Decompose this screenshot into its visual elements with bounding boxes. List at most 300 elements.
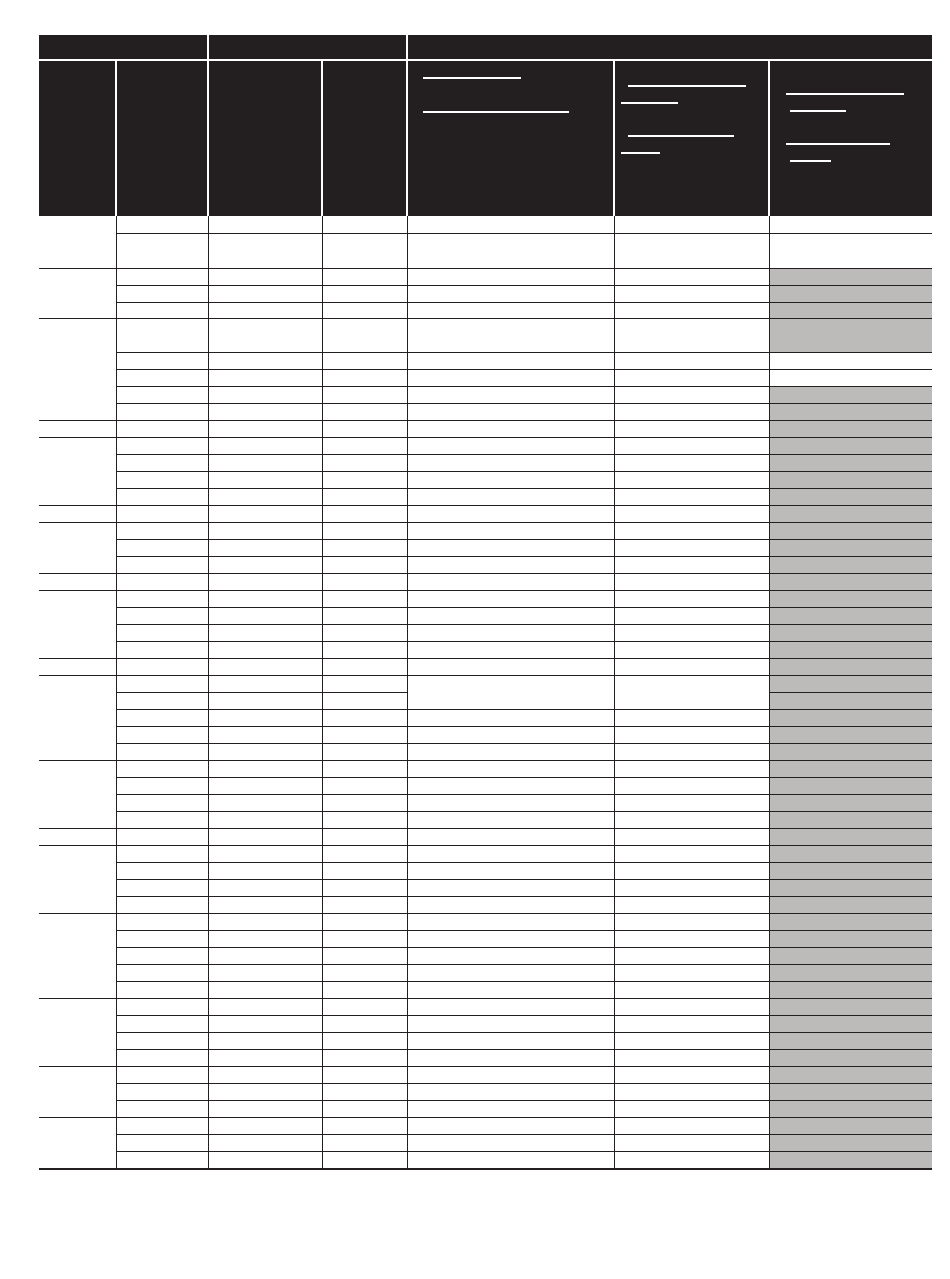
table-cell <box>772 1102 929 1115</box>
table-cell <box>410 507 611 520</box>
table-cell <box>410 609 611 622</box>
header-column-label <box>212 63 318 77</box>
table-cell <box>617 864 766 877</box>
table-cell <box>119 932 205 945</box>
table-cell <box>772 677 929 690</box>
header-column-label <box>120 63 204 77</box>
table-cell <box>410 983 611 996</box>
table-cell <box>325 694 404 707</box>
group-rule <box>39 658 116 659</box>
table-cell <box>211 575 319 588</box>
table-cell <box>617 677 766 690</box>
table-cell <box>119 592 205 605</box>
table-cell <box>211 813 319 826</box>
table-cell <box>119 609 205 622</box>
table-cell <box>211 1119 319 1132</box>
table-cell <box>119 558 205 571</box>
table-cell <box>325 609 404 622</box>
header-column-label <box>43 63 112 77</box>
table-cell <box>119 218 205 231</box>
row-rule <box>116 318 932 319</box>
table-cell <box>119 626 205 639</box>
table-cell <box>211 592 319 605</box>
table-cell <box>211 490 319 503</box>
table-cell <box>410 422 611 435</box>
table-cell <box>119 1153 205 1166</box>
row-rule <box>116 369 932 370</box>
header-label-underline <box>786 143 890 145</box>
table-cell <box>211 677 319 690</box>
table-cell <box>410 847 611 860</box>
table-cell <box>410 660 611 673</box>
table-cell <box>119 473 205 486</box>
table-cell <box>119 949 205 962</box>
table-cell <box>119 643 205 656</box>
table-cell <box>772 660 929 673</box>
table-cell <box>617 592 766 605</box>
table-cell <box>617 235 766 266</box>
table-cell <box>211 1153 319 1166</box>
table-cell <box>410 932 611 945</box>
header-label-underline <box>621 102 678 104</box>
table-cell <box>772 1136 929 1149</box>
table-cell <box>772 218 929 231</box>
table-cell <box>772 932 929 945</box>
table-cell <box>325 524 404 537</box>
header-column-label <box>326 63 403 77</box>
row-rule <box>116 828 932 829</box>
header-label-underline <box>790 160 831 162</box>
table-cell <box>325 235 404 266</box>
table-cell <box>211 1017 319 1030</box>
table-cell <box>772 796 929 809</box>
table-cell <box>617 287 766 300</box>
row-rule <box>116 1015 932 1016</box>
header-group-label <box>212 39 403 53</box>
table-cell <box>410 677 611 690</box>
table-cell <box>119 1034 205 1047</box>
row-rule <box>116 896 932 897</box>
table-cell <box>410 320 611 350</box>
table-cell <box>772 354 929 367</box>
group-rule <box>39 1117 116 1118</box>
table-cell <box>211 235 319 266</box>
table-cell <box>617 966 766 979</box>
table-cell <box>410 711 611 724</box>
table-cell <box>617 541 766 554</box>
table-cell <box>410 949 611 962</box>
table-cell <box>772 762 929 775</box>
table-cell <box>211 524 319 537</box>
table-cell <box>119 1051 205 1064</box>
table-cell <box>325 575 404 588</box>
table-cell <box>211 405 319 418</box>
table-cell <box>211 388 319 401</box>
row-rule <box>116 998 932 999</box>
table-cell <box>119 915 205 928</box>
table-cell <box>211 507 319 520</box>
group-rule <box>39 760 116 761</box>
row-rule <box>116 964 932 965</box>
table-cell <box>119 1000 205 1013</box>
table-cell <box>211 609 319 622</box>
table-cell <box>325 320 404 350</box>
table-cell <box>211 320 319 350</box>
row-rule <box>116 556 932 557</box>
row-rule <box>116 692 407 693</box>
group-rule <box>39 420 116 421</box>
table-cell <box>211 1051 319 1064</box>
table-cell <box>772 558 929 571</box>
table-cell <box>617 1017 766 1030</box>
table-cell <box>617 439 766 452</box>
row-rule <box>116 709 932 710</box>
group-rule <box>39 268 116 269</box>
row-rule <box>116 1100 932 1101</box>
row-rule <box>116 760 932 761</box>
table-cell <box>617 813 766 826</box>
table-cell <box>410 745 611 758</box>
table-cell <box>617 932 766 945</box>
table-cell <box>119 422 205 435</box>
table-cell <box>410 1102 611 1115</box>
group-rule <box>39 505 116 506</box>
header-column-separator <box>115 59 117 216</box>
table-cell <box>410 898 611 911</box>
table-cell <box>410 490 611 503</box>
table-cell <box>410 558 611 571</box>
table-cell <box>325 830 404 843</box>
table-cell <box>119 762 205 775</box>
row-rule <box>116 845 932 846</box>
table-cell <box>211 371 319 384</box>
table-cell <box>211 847 319 860</box>
row-rule <box>116 1066 932 1067</box>
table-cell <box>119 864 205 877</box>
table-cell <box>617 1051 766 1064</box>
header-label-underline <box>628 85 746 87</box>
group-rule <box>39 828 116 829</box>
table-cell <box>119 745 205 758</box>
table-cell <box>772 456 929 469</box>
table-cell <box>772 711 929 724</box>
table-cell <box>325 405 404 418</box>
table-cell <box>325 270 404 283</box>
group-rule <box>39 1066 116 1067</box>
table-cell <box>325 388 404 401</box>
column-rule <box>614 216 615 1168</box>
table-cell <box>410 966 611 979</box>
table-cell <box>211 762 319 775</box>
row-rule <box>116 488 932 489</box>
table-cell <box>211 1085 319 1098</box>
table-cell <box>772 813 929 826</box>
table-cell <box>119 1085 205 1098</box>
table-cell <box>119 983 205 996</box>
row-rule <box>116 862 932 863</box>
table-cell <box>410 287 611 300</box>
table-cell <box>410 1153 611 1166</box>
header-group-separator <box>406 35 408 216</box>
table-cell <box>325 1136 404 1149</box>
table-cell <box>617 949 766 962</box>
table-cell <box>325 1153 404 1166</box>
table-cell <box>119 304 205 316</box>
table-cell <box>119 541 205 554</box>
table-cell <box>119 490 205 503</box>
table-cell <box>119 1119 205 1132</box>
table-cell <box>325 1034 404 1047</box>
table-cell <box>410 371 611 384</box>
table-cell <box>410 1119 611 1132</box>
header-label-underline <box>628 135 734 137</box>
table-cell <box>325 626 404 639</box>
table-cell <box>772 592 929 605</box>
table-cell <box>617 762 766 775</box>
table-cell <box>772 983 929 996</box>
table-cell <box>772 949 929 962</box>
table-cell <box>772 405 929 418</box>
table-cell <box>617 371 766 384</box>
group-rule <box>39 845 116 846</box>
table-cell <box>119 1068 205 1081</box>
table-cell <box>119 847 205 860</box>
table-cell <box>617 524 766 537</box>
row-rule <box>116 879 932 880</box>
table-cell <box>325 592 404 605</box>
row-rule <box>116 1049 932 1050</box>
table-cell <box>772 830 929 843</box>
row-rule <box>116 285 932 286</box>
row-rule <box>116 539 932 540</box>
table-cell <box>410 813 611 826</box>
table-cell <box>325 728 404 741</box>
header-label-underline <box>790 110 846 112</box>
table-cell <box>617 609 766 622</box>
table-cell <box>325 541 404 554</box>
table-cell <box>325 677 404 690</box>
table-cell <box>325 287 404 300</box>
table-cell <box>325 762 404 775</box>
table-cell <box>119 388 205 401</box>
table-cell <box>211 422 319 435</box>
table-cell <box>617 779 766 792</box>
table-cell <box>325 898 404 911</box>
row-rule <box>116 471 932 472</box>
table-cell <box>211 881 319 894</box>
table-cell <box>772 422 929 435</box>
table-cell <box>325 745 404 758</box>
column-rule <box>769 216 770 1168</box>
table-cell <box>211 456 319 469</box>
table-cell <box>325 711 404 724</box>
table-cell <box>410 1085 611 1098</box>
table-cell <box>410 304 611 316</box>
table-cell <box>119 287 205 300</box>
table-cell <box>617 983 766 996</box>
table-cell <box>772 847 929 860</box>
table-cell <box>772 235 929 266</box>
table-cell <box>410 592 611 605</box>
table-cell <box>211 728 319 741</box>
table-cell <box>325 1102 404 1115</box>
row-rule <box>116 437 932 438</box>
row-rule <box>116 454 932 455</box>
table-cell <box>410 388 611 401</box>
table-cell <box>119 1017 205 1030</box>
group-rule <box>39 437 116 438</box>
table-cell <box>617 218 766 231</box>
row-rule <box>116 233 932 234</box>
table-cell <box>617 304 766 316</box>
table-cell <box>119 1102 205 1115</box>
table-cell <box>119 881 205 894</box>
row-rule <box>116 573 932 574</box>
group-rule <box>39 522 116 523</box>
table-cell <box>772 371 929 384</box>
table-cell <box>119 898 205 911</box>
table-cell <box>325 643 404 656</box>
table-cell <box>410 575 611 588</box>
table-cell <box>325 881 404 894</box>
table-cell <box>211 304 319 316</box>
table-cell <box>772 1085 929 1098</box>
table-cell <box>325 218 404 231</box>
table-cell <box>119 439 205 452</box>
table-cell <box>772 439 929 452</box>
row-rule <box>116 352 932 353</box>
group-rule <box>39 675 116 676</box>
table-cell <box>772 541 929 554</box>
table-cell <box>325 1119 404 1132</box>
table-cell <box>325 660 404 673</box>
table-cell <box>410 218 611 231</box>
table-cell <box>772 915 929 928</box>
row-rule <box>116 641 932 642</box>
table-cell <box>119 524 205 537</box>
table-cell <box>410 626 611 639</box>
table-cell <box>617 626 766 639</box>
table-cell <box>617 1102 766 1115</box>
table-cell <box>119 660 205 673</box>
table-cell <box>325 966 404 979</box>
row-rule <box>116 302 932 303</box>
table-cell <box>325 932 404 945</box>
table-cell <box>211 983 319 996</box>
table-cell <box>119 405 205 418</box>
table-cell <box>617 660 766 673</box>
table-cell <box>617 881 766 894</box>
table-cell <box>772 966 929 979</box>
group-rule <box>39 998 116 999</box>
table-cell <box>772 304 929 316</box>
table-cell <box>772 1017 929 1030</box>
table-cell <box>325 558 404 571</box>
header-column-separator <box>613 59 615 216</box>
row-rule <box>116 420 932 421</box>
row-rule <box>116 913 932 914</box>
table-cell <box>325 371 404 384</box>
table-cell <box>617 745 766 758</box>
row-rule <box>116 1032 932 1033</box>
table-cell <box>119 677 205 690</box>
table-cell <box>119 830 205 843</box>
table-cell <box>772 779 929 792</box>
header-label-underline <box>423 77 521 79</box>
table-cell <box>772 575 929 588</box>
table-cell <box>325 1017 404 1030</box>
table-cell <box>617 711 766 724</box>
header-label-underline <box>621 152 660 154</box>
table-cell <box>410 881 611 894</box>
table-cell <box>119 966 205 979</box>
header-label-underline <box>423 111 569 113</box>
row-rule <box>116 981 932 982</box>
table-cell <box>772 524 929 537</box>
row-rule <box>116 1151 932 1152</box>
table-cell <box>410 1051 611 1064</box>
group-rule <box>39 1168 116 1170</box>
table-cell <box>410 728 611 741</box>
table-cell <box>325 1051 404 1064</box>
table-cell <box>325 354 404 367</box>
table-cell <box>211 541 319 554</box>
table-cell <box>410 643 611 656</box>
table-cell <box>119 711 205 724</box>
table-cell <box>119 779 205 792</box>
table-cell <box>772 728 929 741</box>
table-cell <box>325 439 404 452</box>
table-cell <box>410 796 611 809</box>
table-cell <box>617 270 766 283</box>
table-cell <box>410 270 611 283</box>
table-cell <box>325 796 404 809</box>
header-column-separator <box>321 59 323 216</box>
header-group-label <box>43 39 204 53</box>
row-rule <box>116 1134 932 1135</box>
table-cell <box>410 524 611 537</box>
table-cell <box>211 949 319 962</box>
table-cell <box>119 575 205 588</box>
table-cell <box>772 490 929 503</box>
table-cell <box>211 830 319 843</box>
table-cell <box>772 270 929 283</box>
table-cell <box>410 456 611 469</box>
row-rule <box>116 1168 932 1170</box>
table-cell <box>211 966 319 979</box>
table-cell <box>617 643 766 656</box>
row-rule <box>116 675 932 676</box>
table-cell <box>211 1034 319 1047</box>
row-rule <box>116 743 932 744</box>
table-cell <box>772 287 929 300</box>
row-rule <box>769 692 932 693</box>
table-cell <box>617 320 766 350</box>
group-rule <box>39 318 116 319</box>
table-cell <box>772 473 929 486</box>
row-rule <box>116 1117 932 1118</box>
table-cell <box>617 1153 766 1166</box>
row-rule <box>116 386 932 387</box>
table-cell <box>410 354 611 367</box>
table-cell <box>772 898 929 911</box>
table-cell <box>119 354 205 367</box>
table-cell <box>211 626 319 639</box>
table-cell <box>325 949 404 962</box>
header-column-label <box>618 63 765 77</box>
row-rule <box>116 726 932 727</box>
table-cell <box>211 711 319 724</box>
